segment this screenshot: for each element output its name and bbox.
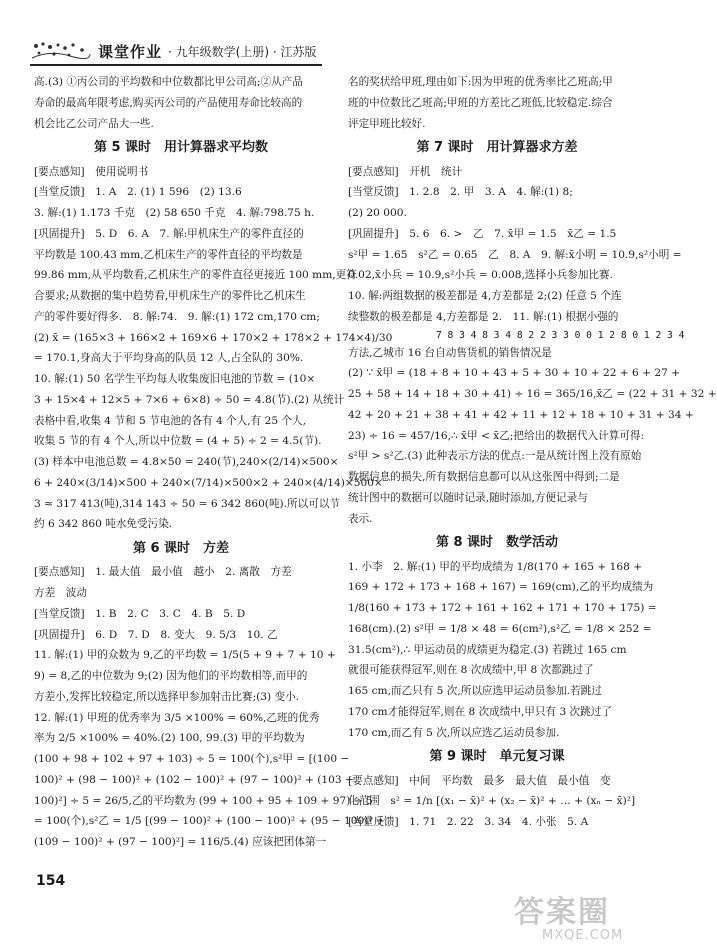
answer-line: 100)² + (98 − 100)² + (102 − 100)² + (97 − 100)² + (103 −	[34, 773, 354, 786]
answer-line: 方差 波动	[34, 587, 87, 600]
answer-line: 170 cm才能得冠军,则在 8 次成绩中,甲只有 3 次跳过了	[348, 705, 612, 718]
answer-line: (2) ∵ x̄甲 = (18 + 8 + 10 + 43 + 5 + 30 + 10 + 22 + 6 + 27 +	[348, 367, 681, 380]
answer-line: (109 − 100)² + (97 − 100)²] = 116/5.(4) 应该把团体第一	[34, 836, 327, 849]
answer-line: 名的奖状给甲班,理由如下:因为甲班的优秀率比乙班高;甲	[348, 76, 613, 88]
answer-line: 100)²] ÷ 5 = 26/5,乙的平均数为 (99 + 100 + 95 + 109 + 97) ÷ 5	[34, 794, 373, 807]
answer-line: 机会比乙公司产品大一些.	[34, 117, 154, 130]
answer-line: 3 ≈ 317 413(吨),314 143 ÷ 50 = 6 342 860(吨).所以可以节	[34, 497, 341, 510]
answer-line: [当堂反馈] 1. 2.8 2. 甲 3. A 4. 解:(1) 8;	[348, 186, 573, 199]
answer-line: [要点感知] 中间 平均数 最多 最大值 最小值 变	[348, 774, 611, 787]
answer-line: (2) x̄ = (165×3 + 166×2 + 169×6 + 170×2 + 178×2 + 174×4)/30	[34, 331, 393, 344]
watermark-logo: 答案圈	[514, 895, 610, 930]
answer-line: 表格中看,收集 4 节和 5 节电池的各有 4 个人,有 25 个人,	[34, 414, 307, 427]
answer-line: 165 cm,而乙只有 5 次,所以应选甲运动员参加.若跳过	[348, 685, 602, 698]
answer-line: [当堂反馈] 1. A 2. (1) 1 596 (2) 13.6	[34, 186, 242, 199]
answer-line: 9) = 8,乙的中位数为 9;(2) 因为他们的平均数相等,而甲的	[34, 670, 308, 683]
header-brand: 课堂作业	[98, 42, 163, 61]
answer-line: 6 + 240×(3/14)×500 + 240×(7/14)×500×2 + 240×(4/14)×500×	[34, 476, 383, 489]
answer-line: (100 + 98 + 102 + 97 + 103) ÷ 5 = 100(个),s²甲 = [(100 −	[34, 753, 350, 766]
right-column	[348, 72, 717, 833]
answer-line: [巩固提升] 6. D 7. D 8. 变大 9. 5/3 10. 乙	[34, 628, 278, 641]
answer-line: 10. 解:两组数据的极差都是 4,方差都是 2;(2) 任意 5 个连	[348, 290, 622, 303]
section-title: 第 9 课时 单元复习课	[429, 749, 565, 765]
answer-line: 方法,乙城市 16 台自动售货机的销售情况是	[348, 346, 552, 359]
answer-line: [当堂反馈] 1. B 2. C 3. C 4. B 5. D	[34, 607, 246, 620]
answer-line: 10. 解:(1) 50 名学生平均每人收集废旧电池的节数 = (10×	[34, 373, 316, 386]
answer-line: 评定甲班比较好.	[348, 117, 426, 130]
answer-line: 3. 解:(1) 1.173 千克 (2) 58 650 千克 4. 解:798.75 h.	[34, 207, 315, 220]
answer-line: 数据信息的损失,所有数据信息都可以从这张图中得到;二是	[348, 471, 620, 484]
answer-line: [当堂反馈] 1. 71 2. 22 3. 34 4. 小张 5. A	[348, 816, 589, 829]
answer-line: 班的中位数比乙班高;甲班的方差比乙班低,比较稳定.综合	[348, 96, 613, 109]
answer-line: 25 + 58 + 14 + 18 + 30 + 41) ÷ 16 = 365/16,x̄乙 = (22 + 31 + 32 +	[348, 388, 717, 401]
answer-line: 0.02,x̄小兵 = 10.9,s²小兵 = 0.008,选择小兵参加比赛.	[348, 269, 613, 282]
section-title: 第 7 课时 用计算器求方差	[416, 140, 578, 156]
answer-line: 高.(3) ①丙公司的平均数和中位数都比甲公司高;②从产品	[34, 76, 303, 88]
page-number: 154	[36, 873, 66, 889]
watermark	[514, 895, 659, 948]
answer-line: [要点感知] 1. 最大值 最小值 越小 2. 离散 方差	[34, 566, 292, 579]
section-title: 第 5 课时 用计算器求平均数	[93, 140, 269, 156]
answer-line: [巩固提升] 5. D 6. A 7. 解:甲机床生产的零件直径的	[34, 227, 304, 240]
answer-line: 168(cm).(2) s²甲 = 1/8 × 48 = 6(cm²),s²乙 = 1/8 × 252 =	[348, 622, 652, 635]
answer-line: s²甲 > s²乙.(3) 此种表示方法的优点:一是从统计图上没有原始	[348, 450, 642, 463]
answer-line: 方差小,发挥比较稳定,所以选择甲参加射击比赛;(3) 变小.	[34, 690, 300, 703]
answer-line: 23) ÷ 16 = 457/16,∴ x̄甲 < x̄乙;把给出的数据代入计算可得:	[348, 429, 645, 442]
page-header	[30, 40, 530, 62]
answer-line: 收集 5 节的有 4 个人,所以中位数 = (4 + 5) ÷ 2 = 4.5(节).	[34, 435, 322, 448]
answer-line: 约 6 342 860 吨水免受污染.	[34, 518, 173, 531]
answer-line: = 100(个),s²乙 = 1/5 [(99 − 100)² + (100 − 100)² + (95 − 100)² +	[34, 815, 385, 828]
answer-line: 99.86 mm,从平均数看,乙机床生产的零件直径更接近 100 mm,更符	[34, 269, 357, 282]
answer-line: 平均数是 100.43 mm,乙机床生产的零件直径的平均数是	[34, 248, 303, 261]
answer-line: [要点感知] 开机 统计	[348, 165, 463, 178]
answer-line: 寿命的最高年限考虑,购买丙公司的产品使用寿命比较高的	[34, 96, 303, 109]
header-subtitle: · 九年级数学(上册) · 江苏版	[168, 44, 317, 59]
stem-leaf-plot: 7 8 3 4 8 3 4 8 2 2 3 3 0 0 1 2 8 0 1 2 3 4	[436, 329, 685, 341]
answer-line: 42 + 20 + 21 + 38 + 41 + 42 + 11 + 12 + 18 + 10 + 31 + 34 +	[348, 408, 694, 421]
section-title: 第 6 课时 方差	[132, 541, 230, 557]
answer-line: [要点感知] 使用说明书	[34, 165, 149, 178]
header-divider	[30, 64, 322, 66]
answer-line: 就很可能获得冠军,则在 8 次成绩中,甲 8 次都跳过了	[348, 664, 594, 677]
answer-line: 化范围 s² = 1/n [(x₁ − x̄)² + (x₂ − x̄)² + … + (xₙ − x̄)²]	[348, 795, 636, 808]
answer-line: = 170.1,身高大于平均身高的队员 12 人,占全队的 30%.	[34, 352, 304, 365]
answer-line: 率为 2/5 ×100% = 40%.(2) 100, 99.(3) 甲的平均数为	[34, 732, 305, 745]
answer-line: 合要求;从数据的集中趋势看,甲机床生产的零件比乙机床生	[34, 290, 306, 303]
answer-line: 11. 解:(1) 甲的众数为 9,乙的平均数 = 1/5(5 + 9 + 7 + 10 +	[34, 649, 336, 662]
answer-line: 12. 解:(1) 甲班的优秀率为 3/5 ×100% = 60%,乙班的优秀	[34, 711, 320, 724]
answer-line: 169 + 172 + 173 + 168 + 167) = 169(cm),乙的平均成绩为	[348, 581, 654, 594]
answer-line: 170 cm,而乙有 5 次,所以应选乙运动员参加.	[348, 726, 560, 739]
answer-line: 1/8(160 + 173 + 172 + 161 + 162 + 171 + 170 + 175) =	[348, 602, 657, 615]
watermark-url: MXQE.COM	[542, 928, 624, 943]
answer-line: s²甲 = 1.65 s²乙 = 0.65 乙 8. A 9. 解:x̄小明 = 10.9,s²小明 =	[348, 248, 682, 261]
answer-line: 3 + 15×4 + 12×5 + 7×6 + 6×8) ÷ 50 = 4.8(节).(2) 从统计	[34, 393, 345, 406]
answer-line: 续整数的极差都是 4,方差都是 2. 11. 解:(1) 根据小强的	[348, 310, 619, 323]
answer-line: 表示.	[348, 512, 373, 525]
answer-line: 统计图中的数据可以随时记录,随时添加,方便记录与	[348, 491, 588, 504]
answer-line: 产的零件要好得多. 8. 解:74. 9. 解:(1) 172 cm,170 cm;	[34, 310, 320, 323]
decorative-flourish-icon	[30, 40, 92, 62]
section-title: 第 8 课时 数学活动	[435, 535, 559, 551]
answer-line: (3) 样本中电池总数 = 4.8×50 = 240(节),240×(2/14)×500×	[34, 456, 339, 469]
answer-line: (2) 20 000.	[348, 207, 407, 220]
answer-line: 1. 小李 2. 解:(1) 甲的平均成绩为 1/8(170 + 165 + 168 +	[348, 560, 643, 573]
answer-line: 31.5(cm²),∴ 甲运动员的成绩更为稳定.(3) 若跳过 165 cm	[348, 643, 627, 656]
answer-line: [巩固提升] 5. 6 6. > 乙 7. x̄甲 = 1.5 x̄乙 = 1.5	[348, 227, 617, 240]
